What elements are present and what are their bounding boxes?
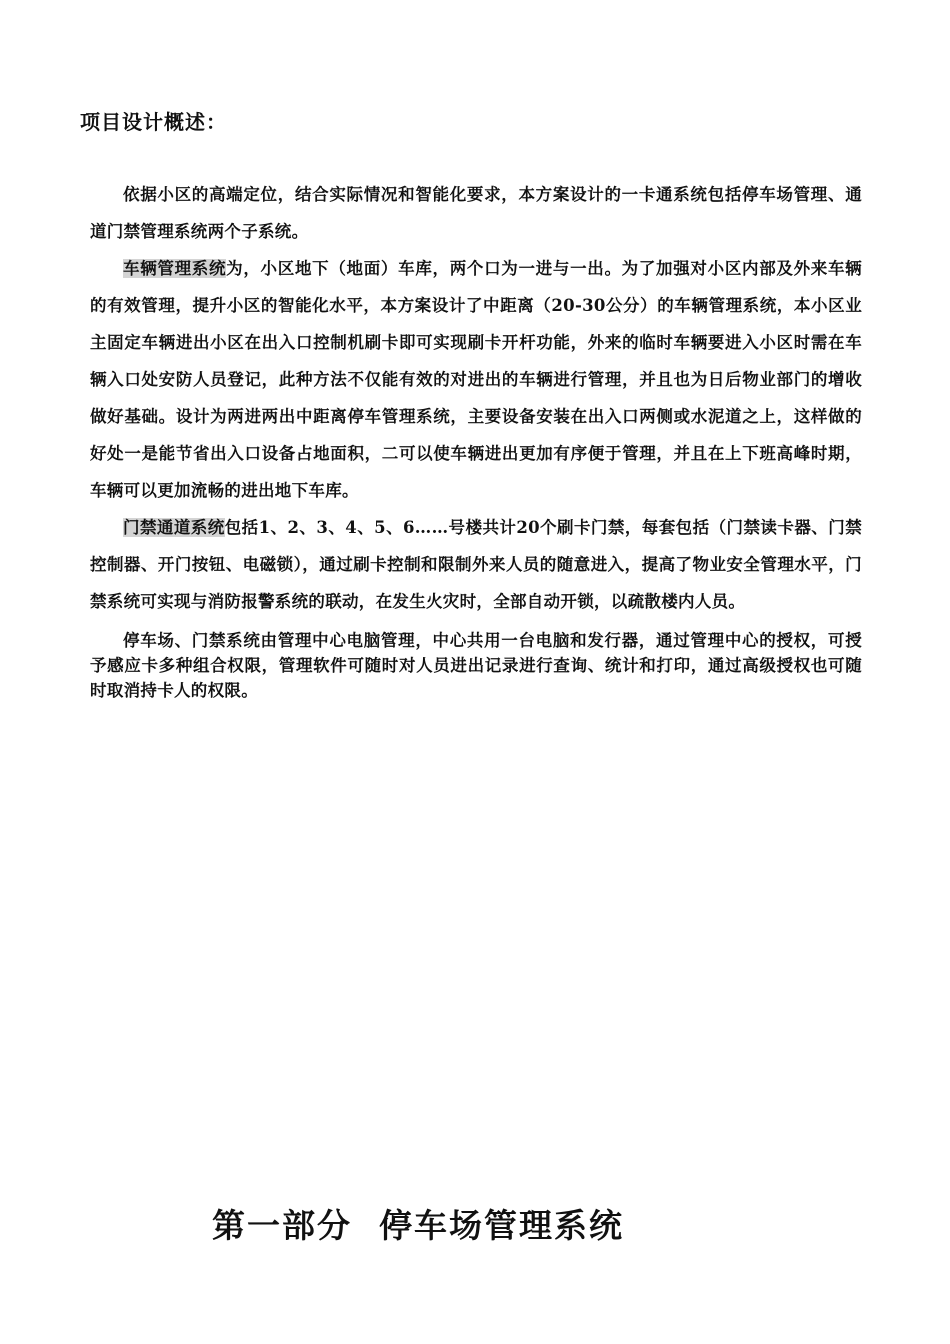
highlight-access-system: 门禁通道系统 (123, 518, 225, 537)
paragraph-access-system (90, 509, 862, 620)
paragraph-management-center (90, 628, 862, 703)
paragraph-overview (90, 176, 862, 250)
part-title: 第一部分 停车场管理系统 (212, 1206, 624, 1245)
body-text (90, 176, 862, 703)
section-heading: 项目设计概述： (80, 110, 227, 134)
highlight-vehicle-system: 车辆管理系统 (123, 259, 227, 278)
paragraph-overview-text: 依据小区的高端定位，结合实际情况和智能化要求，本方案设计的一卡通系统包括停车场管理、通道门禁管理系统两个子系统。 (90, 185, 862, 241)
paragraph-management-center-text: 停车场、门禁系统由管理中心电脑管理，中心共用一台电脑和发行器，通过管理中心的授权，可授予感应卡多种组合权限，管理软件可随时对人员进出记录进行查询、统计和打印，通过高级授权也可随时取消持卡人的权限。 (90, 631, 862, 700)
paragraph-vehicle-system-text: 为，小区地下（地面）车库，两个口为一进与一出。为了加强对小区内部及外来车辆的有效管理，提升小区的智能化水平，本方案设计了中距离（20-30公分）的车辆管理系统，本小区业主固定车辆进出小区在出入口控制机刷卡即可实现刷卡开杆功能，外来的临时车辆要进入小区时需在车辆入口处安防人员登记，此种方法不仅能有效的对进出的车辆进行管理，并且也为日后物业部门的增收做好基础。设计为两进两出中距离停车管理系统，主要设备安装在出入口两侧或水泥道之上，这样做的好处一是能节省出入口设备占地面积，二可以使车辆进出更加有序便于管理，并且在上下班高峰时期，车辆可以更加流畅的进出地下车库。 (90, 259, 862, 500)
paragraph-access-system-text: 包括1、2、3、4、5、6……号楼共计20个刷卡门禁，每套包括（门禁读卡器、门禁控制器、开门按钮、电磁锁），通过刷卡控制和限制外来人员的随意进入，提高了物业安全管理水平，门禁系统可实现与消防报警系统的联动，在发生火灾时，全部自动开锁，以疏散楼内人员。 (90, 518, 862, 611)
paragraph-vehicle-system (90, 250, 862, 509)
